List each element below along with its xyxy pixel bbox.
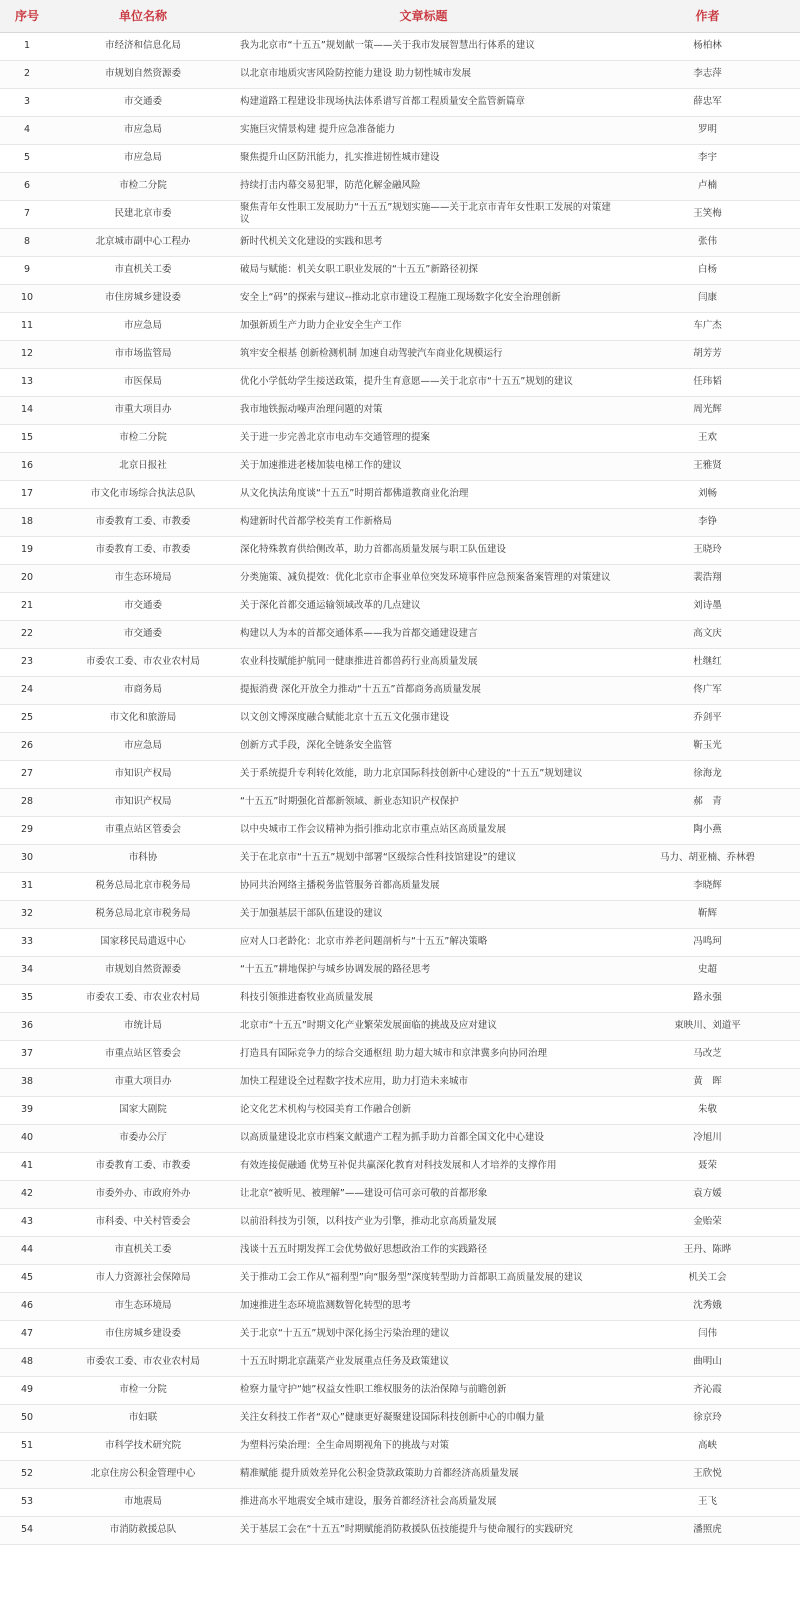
cell-no: 40 (0, 1124, 54, 1152)
cell-unit: 市委教育工委、市教委 (54, 1152, 232, 1180)
header-no: 序号 (0, 0, 54, 32)
table-row (0, 564, 800, 592)
cell-no: 43 (0, 1208, 54, 1236)
cell-no: 53 (0, 1488, 54, 1516)
cell-unit: 北京城市副中心工程办 (54, 228, 232, 256)
cell-author: 杨柏林 (615, 32, 800, 60)
cell-title: 科技引领推进畜牧业高质量发展 (232, 984, 615, 1012)
table-row (0, 480, 800, 508)
cell-unit: 市委外办、市政府外办 (54, 1180, 232, 1208)
cell-title: 有效连接促融通 优势互补促共赢深化教育对科技发展和人才培养的支撑作用 (232, 1152, 615, 1180)
cell-no: 48 (0, 1348, 54, 1376)
table-row (0, 648, 800, 676)
cell-author: 闫伟 (615, 1320, 800, 1348)
table-row (0, 1096, 800, 1124)
cell-unit: 市消防救援总队 (54, 1516, 232, 1544)
cell-title: 持续打击内幕交易犯罪，防范化解金融风险 (232, 172, 615, 200)
cell-no: 35 (0, 984, 54, 1012)
table-row (0, 340, 800, 368)
cell-no: 18 (0, 508, 54, 536)
cell-title: 以前沿科技为引领，以科技产业为引擎，推动北京高质量发展 (232, 1208, 615, 1236)
cell-unit: 市委农工委、市农业农村局 (54, 648, 232, 676)
cell-no: 17 (0, 480, 54, 508)
cell-author: 乔剑平 (615, 704, 800, 732)
cell-title: 关于进一步完善北京市电动车交通管理的提案 (232, 424, 615, 452)
cell-title: 浅谈十五五时期发挥工会优势做好思想政治工作的实践路径 (232, 1236, 615, 1264)
cell-title: 关于系统提升专利转化效能，助力北京国际科技创新中心建设的“十五五”规划建议 (232, 760, 615, 788)
cell-unit: 市交通委 (54, 592, 232, 620)
table-row (0, 760, 800, 788)
cell-unit: 市知识产权局 (54, 788, 232, 816)
cell-author: 徐海龙 (615, 760, 800, 788)
table-row (0, 704, 800, 732)
cell-unit: 市检一分院 (54, 1376, 232, 1404)
cell-no: 24 (0, 676, 54, 704)
cell-unit: 市经济和信息化局 (54, 32, 232, 60)
cell-unit: 市委教育工委、市教委 (54, 508, 232, 536)
cell-author: 靳玉光 (615, 732, 800, 760)
cell-author: 李晓辉 (615, 872, 800, 900)
cell-unit: 市重大项目办 (54, 1068, 232, 1096)
cell-no: 29 (0, 816, 54, 844)
cell-unit: 民建北京市委 (54, 200, 232, 228)
table-row (0, 32, 800, 60)
cell-no: 6 (0, 172, 54, 200)
cell-author: 束映川、刘道平 (615, 1012, 800, 1040)
table-row (0, 452, 800, 480)
cell-unit: 市科学技术研究院 (54, 1432, 232, 1460)
cell-title: 应对人口老龄化：北京市养老问题剖析与“十五五”解决策略 (232, 928, 615, 956)
cell-title: 十五五时期北京蔬菜产业发展重点任务及政策建议 (232, 1348, 615, 1376)
cell-unit: 市规划自然资源委 (54, 956, 232, 984)
cell-unit: 市委农工委、市农业农村局 (54, 1348, 232, 1376)
cell-no: 8 (0, 228, 54, 256)
table-row (0, 1516, 800, 1544)
table-row (0, 1152, 800, 1180)
cell-author: 马力、胡亚楠、乔林碧 (615, 844, 800, 872)
cell-title: 构建道路工程建设非现场执法体系谱写首都工程质量安全监管新篇章 (232, 88, 615, 116)
cell-title: 构建新时代首都学校美育工作新格局 (232, 508, 615, 536)
header-author: 作者 (615, 0, 800, 32)
cell-author: 金贻荣 (615, 1208, 800, 1236)
cell-title: “十五五”时期强化首都新领域、新业态知识产权保护 (232, 788, 615, 816)
cell-unit: 市住房城乡建设委 (54, 1320, 232, 1348)
cell-no: 34 (0, 956, 54, 984)
cell-unit: 市统计局 (54, 1012, 232, 1040)
cell-title: 聚焦青年女性职工发展助力“十五五”规划实施——关于北京市青年女性职工发展的对策建议 (232, 200, 615, 228)
table-row (0, 984, 800, 1012)
cell-author: 陶小燕 (615, 816, 800, 844)
cell-title: 关于基层工会在“十五五”时期赋能消防救援队伍技能提升与使命履行的实践研究 (232, 1516, 615, 1544)
cell-author: 李志萍 (615, 60, 800, 88)
cell-no: 54 (0, 1516, 54, 1544)
cell-no: 38 (0, 1068, 54, 1096)
cell-unit: 国家移民局遣返中心 (54, 928, 232, 956)
cell-unit: 市科协 (54, 844, 232, 872)
cell-title: 关于在北京市“十五五”规划中部署“区级综合性科技馆建设”的建议 (232, 844, 615, 872)
cell-title: 检察力量守护“她”权益女性职工维权服务的法治保障与前瞻创新 (232, 1376, 615, 1404)
cell-author: 王丹、陈晔 (615, 1236, 800, 1264)
cell-no: 44 (0, 1236, 54, 1264)
cell-unit: 税务总局北京市税务局 (54, 872, 232, 900)
cell-no: 19 (0, 536, 54, 564)
table-row (0, 424, 800, 452)
cell-author: 闫康 (615, 284, 800, 312)
cell-author: 王欢 (615, 424, 800, 452)
table-row (0, 872, 800, 900)
cell-no: 30 (0, 844, 54, 872)
cell-title: 优化小学低幼学生接送政策，提升生育意愿——关于北京市“十五五”规划的建议 (232, 368, 615, 396)
table-row (0, 788, 800, 816)
cell-author: 胡芳芳 (615, 340, 800, 368)
cell-unit: 市医保局 (54, 368, 232, 396)
cell-author: 机关工会 (615, 1264, 800, 1292)
cell-no: 41 (0, 1152, 54, 1180)
cell-title: 为塑料污染治理：全生命周期视角下的挑战与对策 (232, 1432, 615, 1460)
cell-title: 加快工程建设全过程数字技术应用，助力打造未来城市 (232, 1068, 615, 1096)
cell-author: 白杨 (615, 256, 800, 284)
cell-author: 裴浩翔 (615, 564, 800, 592)
cell-unit: 市重点站区管委会 (54, 1040, 232, 1068)
table-row (0, 1124, 800, 1152)
cell-unit: 市应急局 (54, 732, 232, 760)
cell-no: 42 (0, 1180, 54, 1208)
cell-title: 以高质量建设北京市档案文献遗产工程为抓手助力首都全国文化中心建设 (232, 1124, 615, 1152)
cell-author: 李铮 (615, 508, 800, 536)
table-row (0, 116, 800, 144)
table-row (0, 844, 800, 872)
cell-title: 我市地铁振动噪声治理问题的对策 (232, 396, 615, 424)
cell-no: 3 (0, 88, 54, 116)
table-row (0, 1236, 800, 1264)
table-row (0, 536, 800, 564)
cell-title: 关于加速推进老楼加装电梯工作的建议 (232, 452, 615, 480)
cell-no: 47 (0, 1320, 54, 1348)
table-header-row (0, 0, 800, 32)
table-row (0, 368, 800, 396)
cell-no: 51 (0, 1432, 54, 1460)
cell-title: 协同共治网络主播税务监管服务首都高质量发展 (232, 872, 615, 900)
cell-title: 加强新质生产力助力企业安全生产工作 (232, 312, 615, 340)
table-row (0, 396, 800, 424)
cell-no: 49 (0, 1376, 54, 1404)
table-row (0, 928, 800, 956)
cell-title: 关于加强基层干部队伍建设的建议 (232, 900, 615, 928)
cell-no: 45 (0, 1264, 54, 1292)
cell-unit: 市妇联 (54, 1404, 232, 1432)
cell-unit: 北京住房公积金管理中心 (54, 1460, 232, 1488)
cell-no: 23 (0, 648, 54, 676)
cell-title: 提振消费 深化开放全力推动“十五五”首都商务高质量发展 (232, 676, 615, 704)
table-row (0, 816, 800, 844)
cell-unit: 税务总局北京市税务局 (54, 900, 232, 928)
cell-author: 高峡 (615, 1432, 800, 1460)
cell-no: 12 (0, 340, 54, 368)
table-row (0, 1460, 800, 1488)
table-row (0, 88, 800, 116)
cell-author: 王晓玲 (615, 536, 800, 564)
cell-title: 深化特殊教育供给侧改革，助力首都高质量发展与职工队伍建设 (232, 536, 615, 564)
cell-author: 袁方媛 (615, 1180, 800, 1208)
cell-unit: 市生态环境局 (54, 564, 232, 592)
cell-no: 52 (0, 1460, 54, 1488)
cell-author: 高文庆 (615, 620, 800, 648)
cell-author: 王欣悦 (615, 1460, 800, 1488)
cell-unit: 市委教育工委、市教委 (54, 536, 232, 564)
cell-unit: 市规划自然资源委 (54, 60, 232, 88)
table-row (0, 172, 800, 200)
cell-no: 21 (0, 592, 54, 620)
cell-author: 曲明山 (615, 1348, 800, 1376)
table-row (0, 732, 800, 760)
cell-author: 罗明 (615, 116, 800, 144)
cell-author: 马改芝 (615, 1040, 800, 1068)
table-row (0, 1068, 800, 1096)
cell-author: 刘诗墨 (615, 592, 800, 620)
cell-title: 从文化执法角度谈“十五五”时期首都佛道教商业化治理 (232, 480, 615, 508)
table-row (0, 1264, 800, 1292)
table-row (0, 1180, 800, 1208)
cell-no: 39 (0, 1096, 54, 1124)
cell-author: 潘照虎 (615, 1516, 800, 1544)
table-row (0, 1348, 800, 1376)
cell-no: 22 (0, 620, 54, 648)
cell-no: 33 (0, 928, 54, 956)
cell-unit: 国家大剧院 (54, 1096, 232, 1124)
cell-author: 齐沁霞 (615, 1376, 800, 1404)
table-row (0, 1488, 800, 1516)
cell-title: 安全上“码”的探索与建议--推动北京市建设工程施工现场数字化安全治理创新 (232, 284, 615, 312)
table-row (0, 256, 800, 284)
cell-author: 卢楠 (615, 172, 800, 200)
cell-no: 36 (0, 1012, 54, 1040)
cell-author: 王雅贤 (615, 452, 800, 480)
cell-author: 周光辉 (615, 396, 800, 424)
cell-unit: 市重大项目办 (54, 396, 232, 424)
table-row (0, 900, 800, 928)
cell-author: 张伟 (615, 228, 800, 256)
cell-title: “十五五”耕地保护与城乡协调发展的路径思考 (232, 956, 615, 984)
cell-no: 11 (0, 312, 54, 340)
cell-unit: 市市场监管局 (54, 340, 232, 368)
table-row (0, 1012, 800, 1040)
cell-no: 31 (0, 872, 54, 900)
cell-unit: 市商务局 (54, 676, 232, 704)
cell-no: 13 (0, 368, 54, 396)
table-row (0, 228, 800, 256)
cell-title: 破局与赋能：机关女职工职业发展的“十五五”新路径初探 (232, 256, 615, 284)
table-row (0, 144, 800, 172)
table-row (0, 592, 800, 620)
cell-title: 农业科技赋能护航同一健康推进首都兽药行业高质量发展 (232, 648, 615, 676)
cell-no: 10 (0, 284, 54, 312)
cell-unit: 市重点站区管委会 (54, 816, 232, 844)
cell-title: 构建以人为本的首都交通体系——我为首都交通建设建言 (232, 620, 615, 648)
cell-title: 聚焦提升山区防汛能力，扎实推进韧性城市建设 (232, 144, 615, 172)
cell-author: 佟广军 (615, 676, 800, 704)
cell-title: 论文化艺术机构与校园美育工作融合创新 (232, 1096, 615, 1124)
cell-unit: 市直机关工委 (54, 256, 232, 284)
cell-author: 刘畅 (615, 480, 800, 508)
table-row (0, 620, 800, 648)
cell-author: 王笑梅 (615, 200, 800, 228)
cell-title: 让北京“被听见、被理解”——建设可信可亲可敬的首都形象 (232, 1180, 615, 1208)
cell-unit: 市检二分院 (54, 172, 232, 200)
table-row (0, 1404, 800, 1432)
cell-author: 薛忠军 (615, 88, 800, 116)
cell-unit: 市科委、中关村管委会 (54, 1208, 232, 1236)
cell-unit: 市文化和旅游局 (54, 704, 232, 732)
table-row (0, 1320, 800, 1348)
cell-no: 37 (0, 1040, 54, 1068)
cell-no: 28 (0, 788, 54, 816)
cell-no: 2 (0, 60, 54, 88)
cell-unit: 市委办公厅 (54, 1124, 232, 1152)
header-unit: 单位名称 (54, 0, 232, 32)
cell-unit: 市生态环境局 (54, 1292, 232, 1320)
cell-author: 郝 青 (615, 788, 800, 816)
table-body (0, 32, 800, 1544)
cell-title: 推进高水平地震安全城市建设，服务首都经济社会高质量发展 (232, 1488, 615, 1516)
table-row (0, 1376, 800, 1404)
cell-title: 关于北京“十五五”规划中深化扬尘污染治理的建议 (232, 1320, 615, 1348)
cell-unit: 市住房城乡建设委 (54, 284, 232, 312)
cell-no: 26 (0, 732, 54, 760)
table-row (0, 312, 800, 340)
header-title: 文章标题 (232, 0, 615, 32)
cell-author: 沈秀娥 (615, 1292, 800, 1320)
cell-author: 任玮韬 (615, 368, 800, 396)
cell-author: 车广杰 (615, 312, 800, 340)
cell-author: 路永强 (615, 984, 800, 1012)
cell-unit: 市委农工委、市农业农村局 (54, 984, 232, 1012)
cell-unit: 市检二分院 (54, 424, 232, 452)
cell-no: 1 (0, 32, 54, 60)
cell-no: 46 (0, 1292, 54, 1320)
table-row (0, 956, 800, 984)
cell-author: 靳辉 (615, 900, 800, 928)
table-row (0, 508, 800, 536)
cell-title: 新时代机关文化建设的实践和思考 (232, 228, 615, 256)
cell-no: 4 (0, 116, 54, 144)
cell-no: 15 (0, 424, 54, 452)
cell-no: 27 (0, 760, 54, 788)
cell-unit: 市交通委 (54, 620, 232, 648)
cell-no: 50 (0, 1404, 54, 1432)
table-row (0, 1208, 800, 1236)
cell-title: 创新方式手段，深化全链条安全监管 (232, 732, 615, 760)
cell-author: 冯鸣珂 (615, 928, 800, 956)
cell-author: 黄 晖 (615, 1068, 800, 1096)
cell-title: 分类施策、减负提效：优化北京市企事业单位突发环境事件应急预案备案管理的对策建议 (232, 564, 615, 592)
table-row (0, 284, 800, 312)
cell-no: 25 (0, 704, 54, 732)
cell-author: 杜继红 (615, 648, 800, 676)
table-row (0, 60, 800, 88)
cell-title: 实施巨灾情景构建 提升应急准备能力 (232, 116, 615, 144)
cell-unit: 市直机关工委 (54, 1236, 232, 1264)
cell-unit: 市应急局 (54, 116, 232, 144)
cell-title: 筑牢安全根基 创新检测机制 加速自动驾驶汽车商业化规模运行 (232, 340, 615, 368)
cell-no: 32 (0, 900, 54, 928)
cell-author: 朱敬 (615, 1096, 800, 1124)
cell-unit: 市文化市场综合执法总队 (54, 480, 232, 508)
cell-author: 王飞 (615, 1488, 800, 1516)
cell-author: 冷旭川 (615, 1124, 800, 1152)
cell-title: 我为北京市“十五五”规划献一策——关于我市发展智慧出行体系的建议 (232, 32, 615, 60)
cell-title: 打造具有国际竞争力的综合交通枢纽 助力超大城市和京津冀多向协同治理 (232, 1040, 615, 1068)
cell-title: 关于推动工会工作从“福利型”向“服务型”深度转型助力首都职工高质量发展的建议 (232, 1264, 615, 1292)
cell-title: 关注女科技工作者“双心”健康更好凝聚建设国际科技创新中心的巾帼力量 (232, 1404, 615, 1432)
cell-title: 以北京市地质灾害风险防控能力建设 助力韧性城市发展 (232, 60, 615, 88)
cell-title: 精准赋能 提升质效差异化公积金贷款政策助力首都经济高质量发展 (232, 1460, 615, 1488)
cell-unit: 市知识产权局 (54, 760, 232, 788)
cell-title: 以中央城市工作会议精神为指引推动北京市重点站区高质量发展 (232, 816, 615, 844)
cell-no: 9 (0, 256, 54, 284)
cell-unit: 市应急局 (54, 312, 232, 340)
cell-author: 李宇 (615, 144, 800, 172)
table-row (0, 1040, 800, 1068)
cell-unit: 市应急局 (54, 144, 232, 172)
cell-title: 关于深化首都交通运输领域改革的几点建议 (232, 592, 615, 620)
cell-no: 7 (0, 200, 54, 228)
cell-title: 以文创文博深度融合赋能北京十五五文化强市建设 (232, 704, 615, 732)
cell-unit: 北京日报社 (54, 452, 232, 480)
cell-unit: 市交通委 (54, 88, 232, 116)
cell-no: 16 (0, 452, 54, 480)
cell-unit: 市人力资源社会保障局 (54, 1264, 232, 1292)
cell-no: 14 (0, 396, 54, 424)
cell-author: 聂荣 (615, 1152, 800, 1180)
cell-title: 北京市“十五五”时期文化产业繁荣发展面临的挑战及应对建议 (232, 1012, 615, 1040)
cell-unit: 市地震局 (54, 1488, 232, 1516)
cell-author: 徐京玲 (615, 1404, 800, 1432)
table-row (0, 1432, 800, 1460)
cell-author: 史超 (615, 956, 800, 984)
cell-no: 20 (0, 564, 54, 592)
table-row (0, 200, 800, 228)
table-row (0, 1292, 800, 1320)
cell-no: 5 (0, 144, 54, 172)
table-row (0, 676, 800, 704)
cell-title: 加速推进生态环境监测数智化转型的思考 (232, 1292, 615, 1320)
